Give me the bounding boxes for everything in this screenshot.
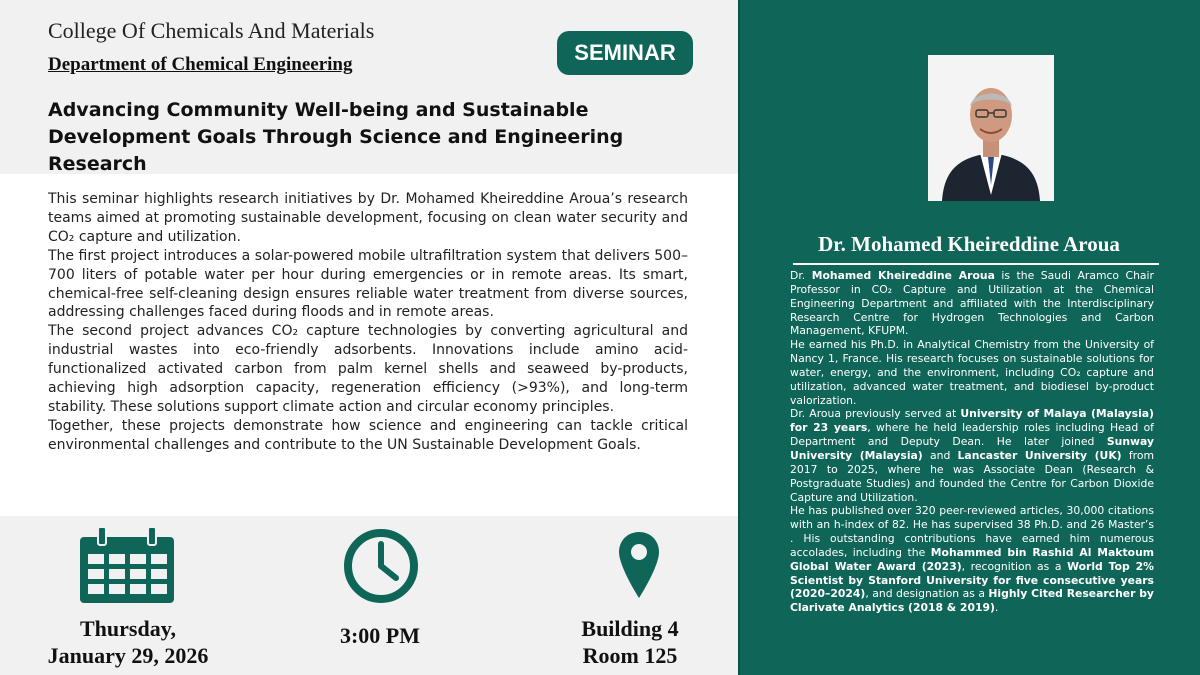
map-pin-icon [617, 530, 661, 600]
clock-icon [342, 527, 420, 605]
bio-text: He has published over 320 peer-reviewed articles, 30,000 citations with an h-index of 82. He has supervised 38 Ph.D. and 26 Master’s . His outstanding contributions have earned him numerous accolades, including the [790, 504, 1154, 559]
bio-highlight: Highly Cited Researcher by Clarivate Analytics (2018 & 2019) [790, 587, 1154, 615]
event-day: Thursday, [80, 616, 176, 641]
bio-text: . [994, 601, 999, 615]
bio-text: , recognition as a [961, 559, 1068, 573]
bio-highlight: University of Malaya (Malaysia) for 23 years [790, 407, 1154, 435]
event-time: 3:00 PM [339, 623, 421, 648]
bio-highlight: Mohamed Kheireddine Aroua [811, 269, 995, 282]
bio-text: Dr. [790, 269, 812, 282]
bio-paragraph [790, 269, 1154, 338]
college-name: College Of Chemicals And Materials [48, 18, 375, 43]
abstract-paragraph: The second project advances CO₂ capture technologies by converting agricultural and industrial wastes into eco-friendly adsorbents. Innovations include amino acid-functionalized activated carbon from palm kernel shells and seaweed by-products, achieving high adsorption capacity, regeneration efficiency (>93%), and long-term stability. These solutions support climate action and circular economy principles. [48, 323, 688, 415]
bio-text: from 2017 to 2025, where he was Associate Dean (Research & Postgraduate Studies) and founded the Centre for Carbon Dioxide Capture and Utilization. [790, 448, 1154, 504]
abstract-paragraph: The first project introduces a solar-powered mobile ultrafiltration system that delivers 500–700 liters of potable water per hour during emergencies or in remote areas. Its smart, chemical-free self-cleaning design ensures reliable water treatment from diverse sources, addressing challenges faced during floods and in remote areas. [48, 247, 688, 321]
bio-highlight: Lancaster University (UK) [957, 448, 1122, 462]
bio-text: , where he held leadership roles including Head of Department and Deputy Dean. He later joined [790, 421, 1154, 449]
bio-paragraph [790, 504, 1154, 615]
bio-text: is the Saudi Aramco Chair Professor in CO₂ Capture and Utilization at the Chemical Engineering Department and affiliated with the Interdisciplinary Research Centre for Hydrogen Technologies and Carbon Management, KFUPM. [790, 269, 1154, 338]
seminar-title: Advancing Community Well-being and Sustainable Development Goals Through Science and Engineering Research [48, 99, 624, 175]
bio-paragraph: He earned his Ph.D. in Analytical Chemistry from the University of Nancy 1, France. His research focuses on sustainable solutions for water, energy, and the environment, including CO₂ capture and utilization, advanced water treatment, and biodiesel by-product valorization. [790, 338, 1154, 407]
event-room: Room 125 [582, 643, 678, 668]
abstract-paragraph: Together, these projects demonstrate how science and engineering can tackle critical environmental challenges and contribute to the UN Sustainable Development Goals. [48, 417, 688, 453]
event-date [20, 615, 236, 669]
bio-highlight: Mohammed bin Rashid Al Maktoum Global Water Award (2023) [790, 545, 1155, 573]
bio-text: , and designation as a [865, 587, 989, 601]
abstract [48, 190, 688, 455]
bio-paragraph [790, 407, 1154, 504]
department-name: Department of Chemical Engineering [48, 54, 353, 75]
speaker-bio [790, 269, 1154, 615]
bio-highlight: Sunway University (Malaysia) [790, 435, 1154, 462]
event-building: Building 4 [581, 616, 679, 641]
bio-text: and [922, 448, 958, 462]
seminar-badge: SEMINAR [557, 31, 693, 75]
bio-text: Dr. Aroua previously served at [790, 407, 961, 421]
speaker-portrait-icon [928, 55, 1054, 201]
calendar-icon [78, 527, 176, 605]
bio-highlight: World Top 2% Scientist by Stanford University for five consecutive years (2020–2024) [790, 559, 1154, 601]
speaker-name: Dr. Mohamed Kheireddine Aroua [818, 232, 1120, 256]
event-full-date: January 29, 2026 [47, 643, 209, 668]
event-location [560, 615, 700, 669]
speaker-photo [928, 55, 1054, 201]
divider [793, 263, 1159, 265]
abstract-paragraph: This seminar highlights research initiatives by Dr. Mohamed Kheireddine Aroua’s research teams aimed at promoting sustainable development, focusing on clean water security and CO₂ capture and utilization. [48, 191, 688, 245]
